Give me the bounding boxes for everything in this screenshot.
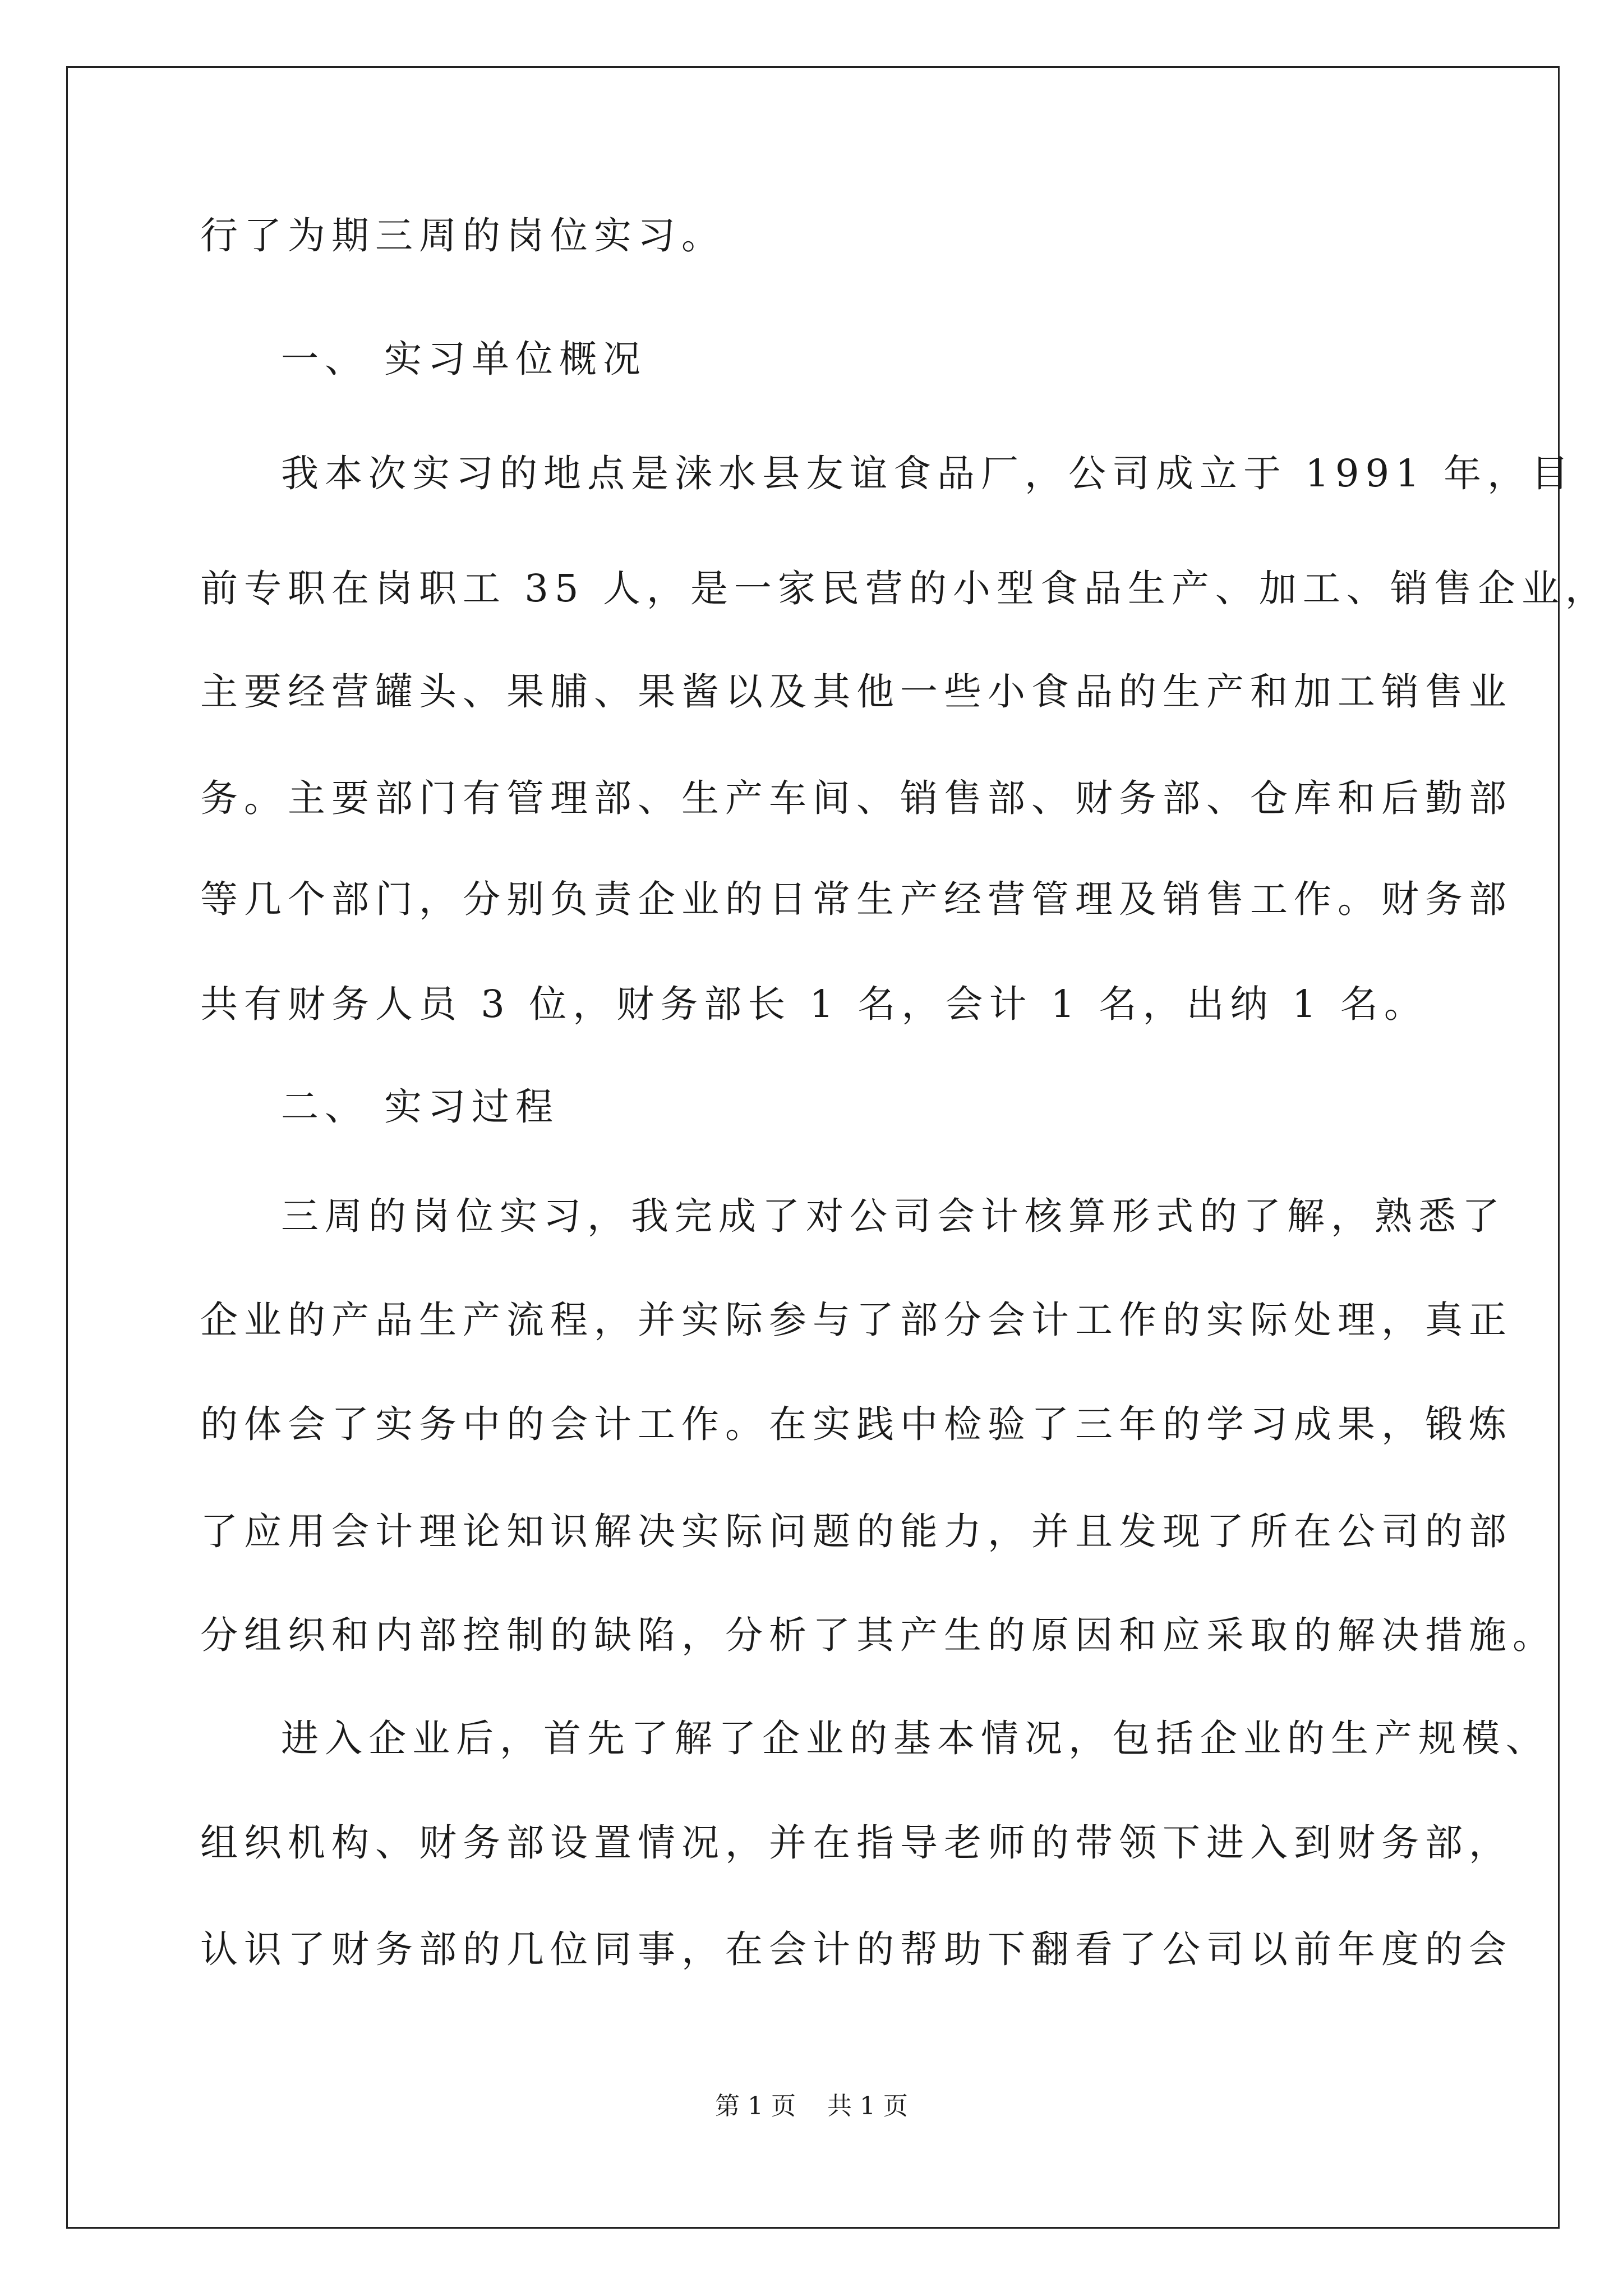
section-heading: 实习过程: [384, 1085, 559, 1129]
paragraph-line: 认识了财务部的几位同事，在会计的帮助下翻看了公司以前年度的会: [200, 1927, 1513, 1971]
paragraph-line: 的体会了实务中的会计工作。在实践中检验了三年的学习成果，锻炼: [200, 1402, 1513, 1446]
section-number: 二、: [281, 1085, 368, 1129]
paragraph-line: 我本次实习的地点是涞水县友谊食品厂，公司成立于 1991 年，目: [281, 452, 1575, 495]
paragraph-line: 务。主要部门有管理部、生产车间、销售部、财务部、仓库和后勤部: [200, 776, 1513, 820]
page-border: [66, 66, 1560, 2229]
paragraph-line: 企业的产品生产流程，并实际参与了部分会计工作的实际处理，真正: [200, 1298, 1513, 1342]
paragraph-line: 三周的岗位实习，我完成了对公司会计核算形式的了解，熟悉了: [281, 1194, 1506, 1238]
paragraph-line: 主要经营罐头、果脯、果酱以及其他一些小食品的生产和加工销售业: [200, 670, 1513, 714]
paragraph-line: 等几个部门，分别负责企业的日常生产经营管理及销售工作。财务部: [200, 877, 1513, 921]
section-heading: 实习单位概况: [384, 337, 647, 381]
paragraph-line: 行了为期三周的岗位实习。: [200, 214, 725, 257]
paragraph-line: 进入企业后，首先了解了企业的基本情况，包括企业的生产规模、: [281, 1717, 1550, 1760]
paragraph-line: 分组织和内部控制的缺陷，分析了其产生的原因和应采取的解决措施。: [200, 1613, 1556, 1657]
paragraph-line: 前专职在岗职工 35 人，是一家民营的小型食品生产、加工、销售企业，: [200, 567, 1609, 610]
page-footer: 第 1 页 共 1 页: [715, 2092, 908, 2120]
paragraph-line: 了应用会计理论知识解决实际问题的能力，并且发现了所在公司的部: [200, 1510, 1513, 1553]
paragraph-line: 组织机构、财务部设置情况，并在指导老师的带领下进入到财务部，: [200, 1821, 1513, 1865]
paragraph-line: 共有财务人员 3 位，财务部长 1 名，会计 1 名，出纳 1 名。: [200, 982, 1428, 1026]
section-number: 一、: [281, 337, 368, 381]
